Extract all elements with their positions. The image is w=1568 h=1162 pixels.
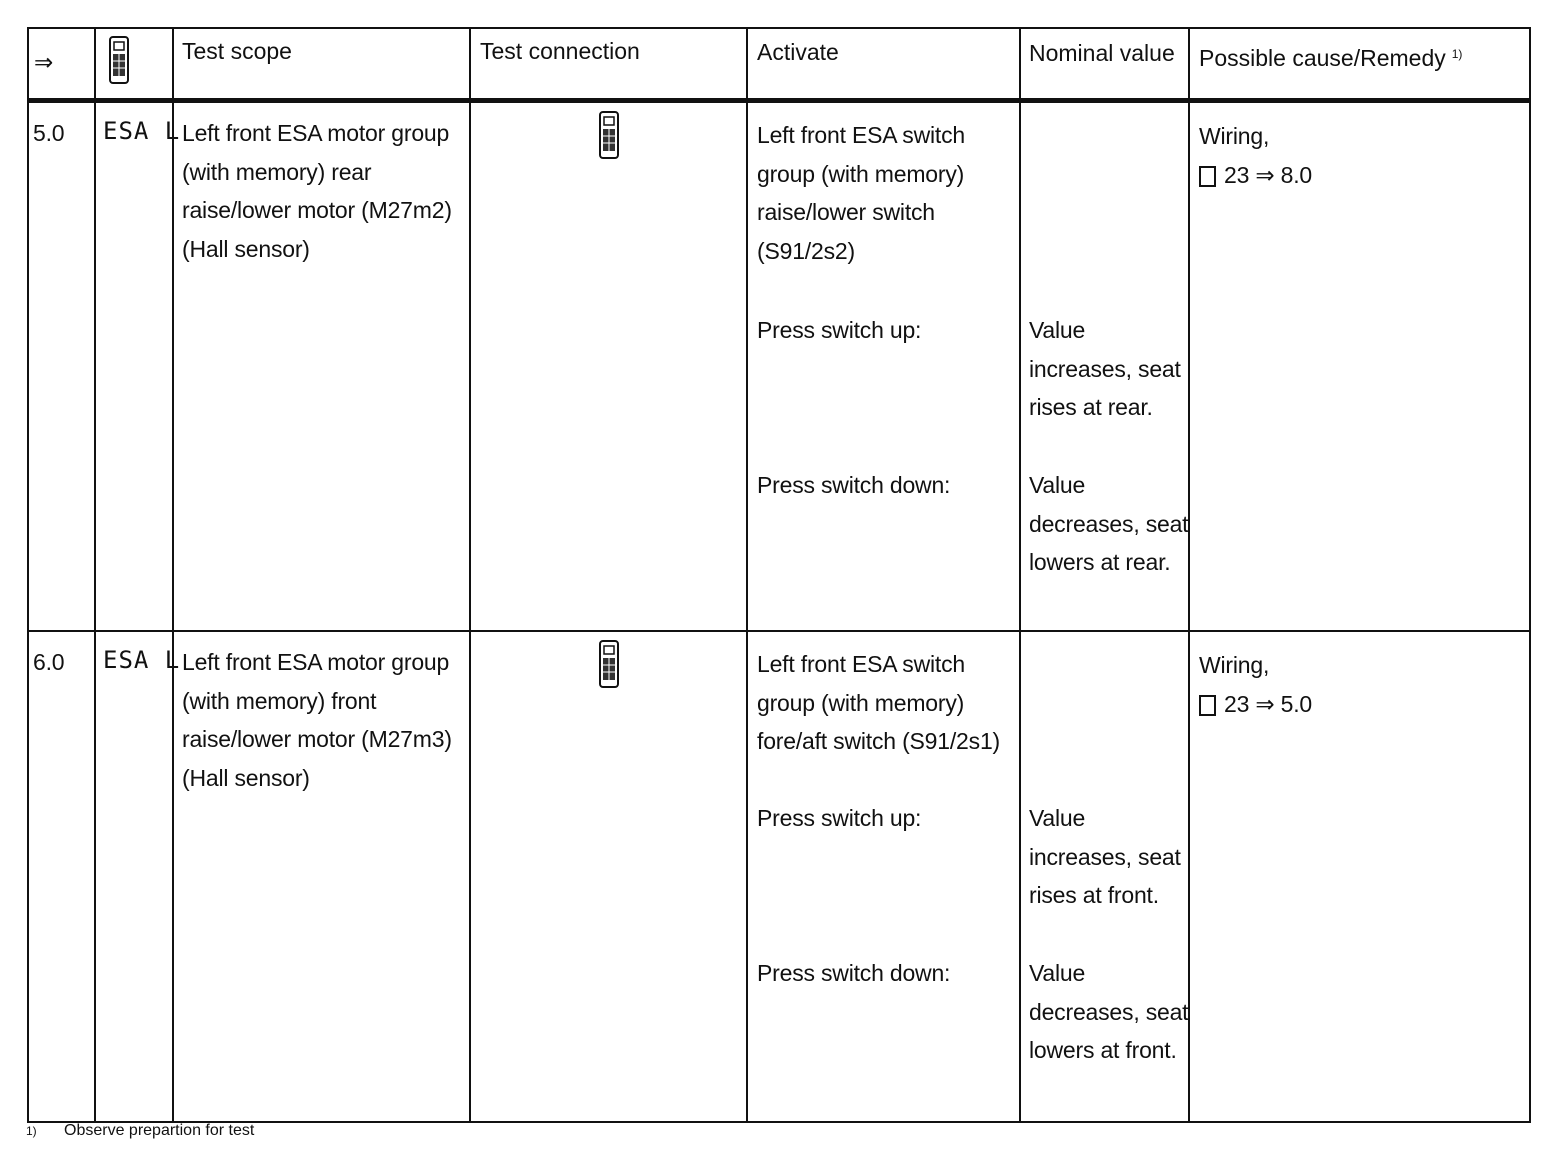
nominal-line: decreases, seat [1029,998,1189,1025]
header-test-connection: Test connection [480,38,640,64]
cause-line: Wiring, [1199,123,1270,149]
activate-line: fore/aft switch (S91/2s1) [757,728,1000,754]
step-number: 6.0 [33,649,65,675]
cause-reference[interactable] [1199,685,1312,724]
header-arrow: ⇒ [34,49,54,75]
cause-line: Wiring, [1199,652,1270,678]
nominal-line: Value [1029,805,1086,831]
nominal-line: lowers at rear. [1029,549,1171,575]
activate-line: raise/lower switch [757,199,935,225]
press-switch-down: Press switch down: [757,960,951,986]
scope-line: (with memory) rear [182,158,372,185]
control-unit-code: ESA L [103,117,181,145]
tester-device-icon [598,111,620,159]
activate-line: Left front ESA switch [757,122,966,148]
nominal-value-up [1029,799,1181,915]
nominal-line: rises at rear. [1029,394,1153,420]
cause-ref-text: 23 ⇒ 5.0 [1224,690,1313,717]
activate-text [757,116,965,270]
column-divider [94,27,96,1121]
header-separator [27,98,1531,103]
nominal-line: lowers at front. [1029,1037,1177,1063]
control-unit-code: ESA L [103,646,181,674]
tester-device-icon [108,36,130,84]
nominal-value-up [1029,311,1181,427]
header-activate: Activate [757,39,839,65]
footnote [26,1122,254,1140]
press-switch-up: Press switch up: [757,805,922,831]
header-nominal-value: Nominal value [1029,40,1175,66]
row-separator [27,630,1531,632]
possible-cause [1199,646,1312,723]
footnote-text: Observe prepartion for test [64,1122,255,1139]
cause-ref-text: 23 ⇒ 8.0 [1224,161,1313,188]
nominal-line: Value [1029,472,1086,498]
footnote-marker: 1) [1451,47,1463,61]
test-scope-text [182,114,452,268]
nominal-value-down [1029,954,1188,1070]
scope-line: (with memory) front [182,687,377,714]
reference-box-icon [1199,695,1216,716]
scope-line: Left front ESA motor group [182,120,450,146]
test-scope-text [182,643,452,797]
column-divider [1019,27,1021,1121]
column-divider [746,27,748,1121]
activate-text [757,645,1000,761]
footnote-number: 1) [26,1124,37,1138]
reference-box-icon [1199,166,1216,187]
nominal-line: Value [1029,317,1086,343]
nominal-value-down [1029,466,1188,582]
header-possible-cause-label: Possible cause/Remedy [1199,45,1446,71]
nominal-line: rises at front. [1029,882,1159,908]
activate-line: Left front ESA switch [757,651,966,677]
header-possible-cause [1199,39,1462,73]
scope-line: raise/lower motor (M27m2) [182,197,452,223]
scope-line: (Hall sensor) [182,764,310,791]
press-switch-up: Press switch up: [757,317,922,343]
cause-reference[interactable] [1199,156,1312,195]
column-divider [469,27,471,1121]
nominal-line: Value [1029,960,1086,986]
scope-line: raise/lower motor (M27m3) [182,726,452,752]
column-divider [172,27,174,1121]
step-number: 5.0 [33,120,65,146]
press-switch-down: Press switch down: [757,472,951,498]
nominal-line: increases, seat [1029,355,1181,382]
nominal-line: increases, seat [1029,843,1181,870]
activate-line: (S91/2s2) [757,237,855,264]
activate-line: group (with memory) [757,689,965,716]
possible-cause [1199,117,1312,194]
scope-line: Left front ESA motor group [182,649,450,675]
activate-line: group (with memory) [757,160,965,187]
nominal-line: decreases, seat [1029,510,1189,537]
scope-line: (Hall sensor) [182,235,310,262]
tester-device-icon [598,640,620,688]
header-test-scope: Test scope [182,38,292,64]
